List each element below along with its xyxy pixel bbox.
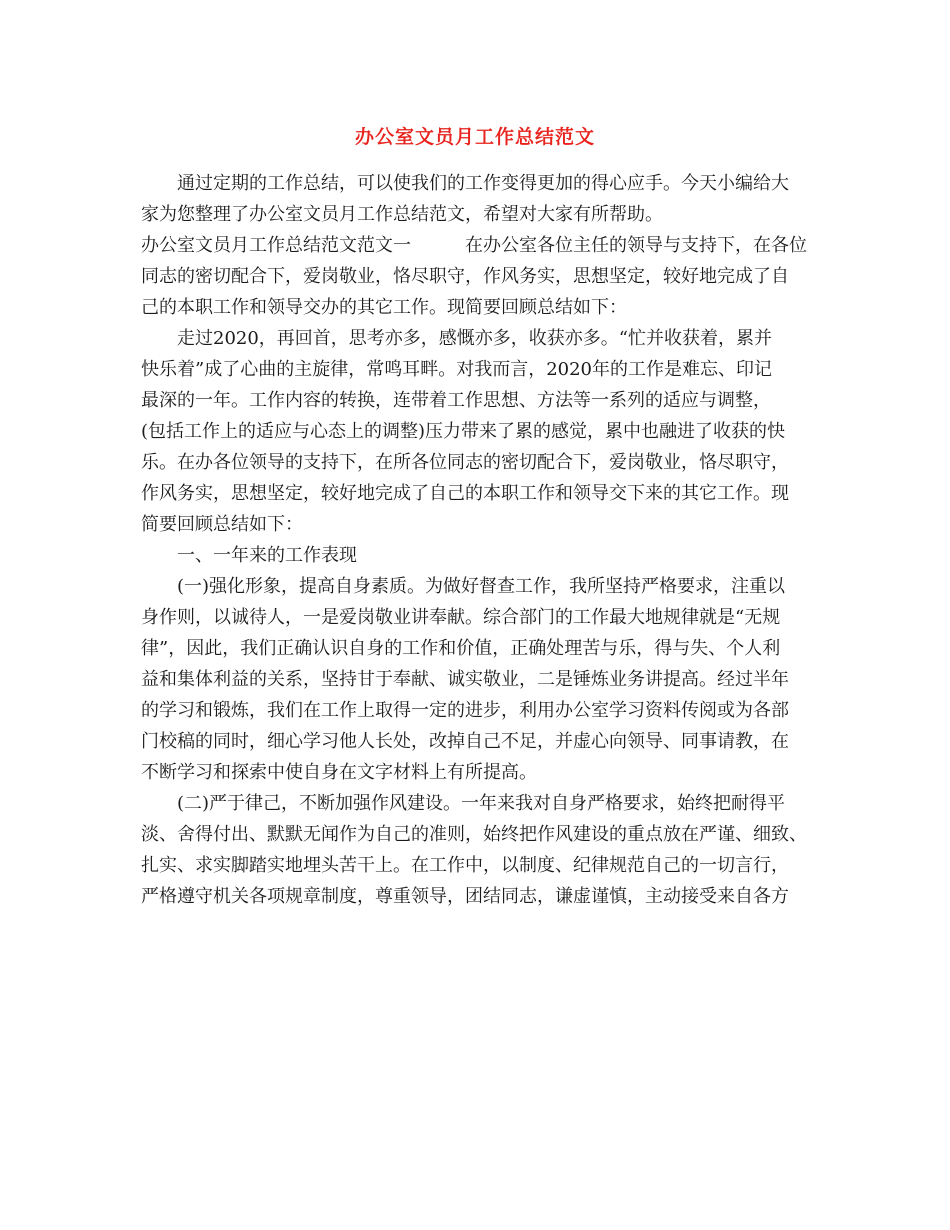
text-line: 严格遵守机关各项规章制度，尊重领导，团结同志，谦虚谨慎，主动接受来自各方 [141, 886, 789, 907]
text-line: 办公室文员月工作总结范文范文一 在办公室各位主任的领导与支持下，在各位 [141, 235, 807, 256]
text-line: 乐。在办各位领导的支持下，在所各位同志的密切配合下，爱岗敬业，恪尽职守， [141, 452, 789, 473]
text-line: 简要回顾总结如下： [141, 514, 303, 535]
text-line: 的学习和锻炼，我们在工作上取得一定的进步，利用办公室学习资料传阅或为各部 [141, 700, 789, 721]
text-line: 律”，因此，我们正确认识自身的工作和价值，正确处理苦与乐，得与失、个人利 [141, 638, 781, 659]
text-line: (一)强化形象，提高自身素质。为做好督查工作，我所坚持严格要求，注重以 [177, 576, 786, 597]
text-line: 最深的一年。工作内容的转换，连带着工作思想、方法等一系列的适应与调整， [141, 390, 771, 411]
document-body [141, 168, 821, 912]
text-line: (二)严于律己，不断加强作风建设。一年来我对自身严格要求，始终把耐得平 [177, 793, 786, 814]
text-line: 通过定期的工作总结，可以使我们的工作变得更加的得心应手。今天小编给大 [177, 173, 789, 194]
text-line: 家为您整理了办公室文员月工作总结范文，希望对大家有所帮助。 [141, 204, 663, 225]
text-line: 益和集体利益的关系，坚持甘于奉献、诚实敬业，二是锤炼业务讲提高。经过半年 [141, 669, 789, 690]
section-heading: 一、一年来的工作表现 [177, 545, 357, 566]
text-line: 同志的密切配合下，爱岗敬业，恪尽职守，作风务实，思想坚定，较好地完成了自 [141, 266, 789, 287]
text-line: (包括工作上的适应与心态上的调整)压力带来了累的感觉，累中也融进了收获的快 [141, 421, 786, 442]
text-line: 身作则，以诚待人，一是爱岗敬业讲奉献。综合部门的工作最大地规律就是“无规 [141, 607, 781, 628]
text-line: 扎实、求实脚踏实地埋头苦干上。在工作中，以制度、纪律规范自己的一切言行， [141, 855, 789, 876]
text-line: 快乐着”成了心曲的主旋律，常鸣耳畔。对我而言，2020年的工作是难忘、印记 [141, 359, 773, 380]
text-line: 作风务实，思想坚定，较好地完成了自己的本职工作和领导交下来的其它工作。现 [141, 483, 789, 504]
text-line: 走过2020，再回首，思考亦多，感慨亦多，收获亦多。“忙并收获着，累并 [177, 328, 773, 349]
text-line: 己的本职工作和领导交办的其它工作。现简要回顾总结如下： [141, 297, 627, 318]
text-line: 不断学习和探索中使自身在文字材料上有所提高。 [141, 762, 537, 783]
text-line: 门校稿的同时，细心学习他人长处，改掉自己不足，并虚心向领导、同事请教，在 [141, 731, 789, 752]
document-title: 办公室文员月工作总结范文 [354, 126, 595, 148]
text-line: 淡、舍得付出、默默无闻作为自己的准则，始终把作风建设的重点放在严谨、细致、 [141, 824, 807, 845]
